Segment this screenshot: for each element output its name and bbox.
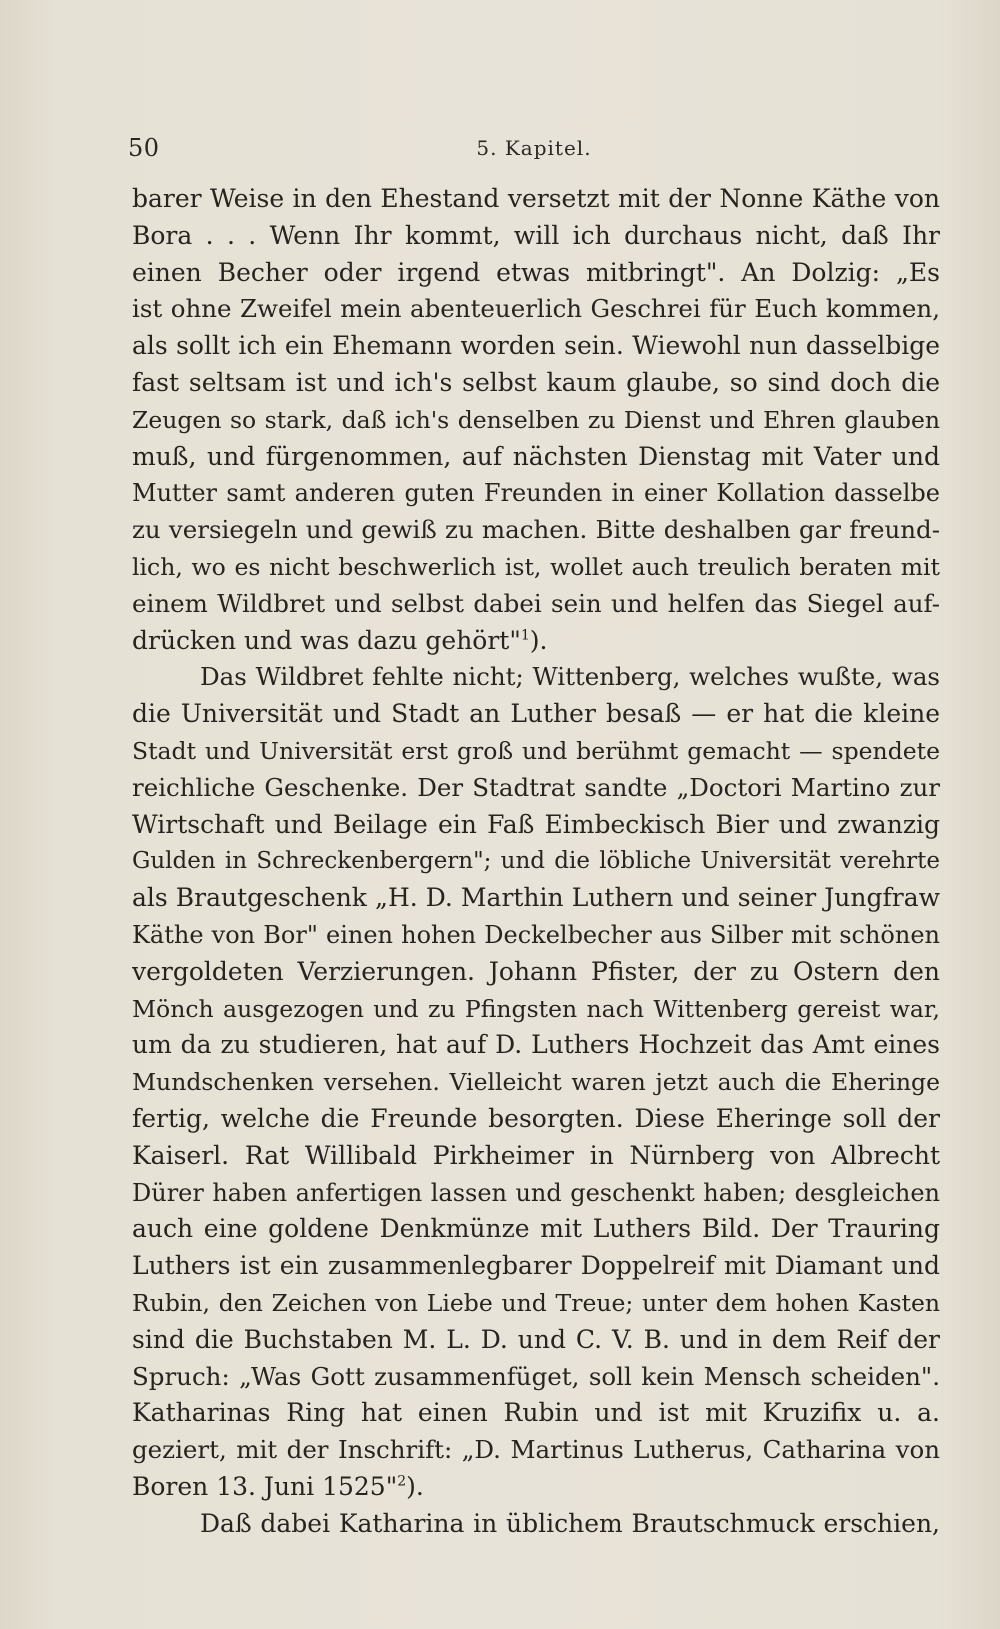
text-line: ist ohne Zweifel mein abenteuerlich Geschrei für Euch kommen, — [132, 294, 940, 324]
footnote-marker: 2 — [397, 1473, 407, 1490]
text-line: einem Wildbret und selbst dabei sein und helfen das Siegel auf- — [132, 588, 940, 618]
chapter-title: 5. Kapitel. — [476, 136, 592, 160]
text-line: Gulden in Schreckenbergern"; und die löbliche Universität verehrte — [132, 848, 940, 875]
paragraph-start-line: Das Wildbret fehlte nicht; Wittenberg, welches wußte, was — [200, 662, 940, 692]
text-line: als sollt ich ein Ehemann worden sein. Wiewohl nun dasselbige — [132, 331, 940, 361]
text-line: vergoldeten Verzierungen. Johann Pfister, der zu Ostern den — [132, 956, 940, 986]
text-line: fertig, welche die Freunde besorgten. Diese Eheringe soll der — [132, 1103, 940, 1133]
text-line: um da zu studieren, hat auf D. Luthers Hochzeit das Amt eines — [132, 1030, 940, 1060]
text-line: Zeugen so stark, daß ich's denselben zu Dienst und Ehren glauben — [132, 405, 940, 434]
text-line: Dürer haben anfertigen lassen und geschenkt haben; desgleichen — [132, 1178, 940, 1207]
text-line: Mönch ausgezogen und zu Pfingsten nach Wittenberg gereist war, — [132, 994, 940, 1023]
text-line-with-footnote — [132, 623, 940, 660]
text-line: muß, und fürgenommen, auf nächsten Dienstag mit Vater und — [132, 441, 940, 471]
text-line: Mutter samt anderen guten Freunden in einer Kollation dasselbe — [132, 479, 940, 508]
text-line: auch eine goldene Denkmünze mit Luthers Bild. Der Trauring — [132, 1214, 940, 1244]
text-line: sind die Buchstaben M. L. D. und C. V. B. und in dem Reif der — [132, 1324, 940, 1354]
text-line: Kaiserl. Rat Willibald Pirkheimer in Nürnberg von Albrecht — [132, 1140, 940, 1170]
text-line: Wirtschaft und Beilage ein Faß Eimbeckisch Bier und zwanzig — [132, 809, 940, 839]
text-line: lich, wo es nicht beschwerlich ist, wollet auch treulich beraten mit — [132, 552, 940, 581]
text-line: Luthers ist ein zusammenlegbarer Doppelreif mit Diamant und — [132, 1251, 940, 1281]
text-run: ). — [406, 1471, 424, 1501]
text-line: Rubin, den Zeichen von Liebe und Treue; unter dem hohen Kasten — [132, 1288, 940, 1317]
body-text — [132, 181, 940, 1542]
running-head — [128, 134, 940, 164]
text-line: zu versiegeln und gewiß zu machen. Bitte deshalben gar freund- — [132, 515, 940, 545]
paragraph-start-line: Daß dabei Katharina in üblichem Brautschmuck erschien, — [200, 1508, 940, 1538]
text-line: Spruch: „Was Gott zusammenfüget, soll kein Mensch scheiden". — [132, 1361, 940, 1391]
text-line: Bora . . . Wenn Ihr kommt, will ich durchaus nicht, daß Ihr — [132, 220, 940, 250]
text-run: ). — [529, 625, 548, 655]
page-number: 50 — [128, 134, 160, 162]
text-line: Käthe von Bor" einen hohen Deckelbecher aus Silber mit schönen — [132, 920, 940, 949]
text-line: als Brautgeschenk „H. D. Marthin Luthern und seiner Jungfraw — [132, 883, 940, 913]
text-line: die Universität und Stadt an Luther besaß — er hat die kleine — [132, 699, 940, 729]
text-run: Boren 13. Juni 1525" — [132, 1471, 398, 1501]
text-line: Stadt und Universität erst groß und berühmt gemacht — spendete — [132, 736, 940, 765]
footnote-marker: 1 — [520, 627, 530, 644]
text-line: einen Becher oder irgend etwas mitbringt". An Dolzig: „Es — [132, 257, 940, 287]
text-line: Katharinas Ring hat einen Rubin und ist mit Kruzifix u. a. — [132, 1398, 940, 1428]
text-line: reichliche Geschenke. Der Stadtrat sandte „Doctori Martino zur — [132, 772, 940, 802]
text-run: drücken und was dazu gehört" — [132, 625, 521, 655]
text-line: fast seltsam ist und ich's selbst kaum glaube, so sind doch die — [132, 367, 940, 397]
text-line-with-footnote — [132, 1469, 940, 1506]
text-line: Mundschenken versehen. Vielleicht waren jetzt auch die Eheringe — [132, 1068, 940, 1097]
text-line: geziert, mit der Inschrift: „D. Martinus Lutherus, Catharina von — [132, 1435, 940, 1465]
text-line: barer Weise in den Ehestand versetzt mit der Nonne Käthe von — [132, 184, 940, 213]
